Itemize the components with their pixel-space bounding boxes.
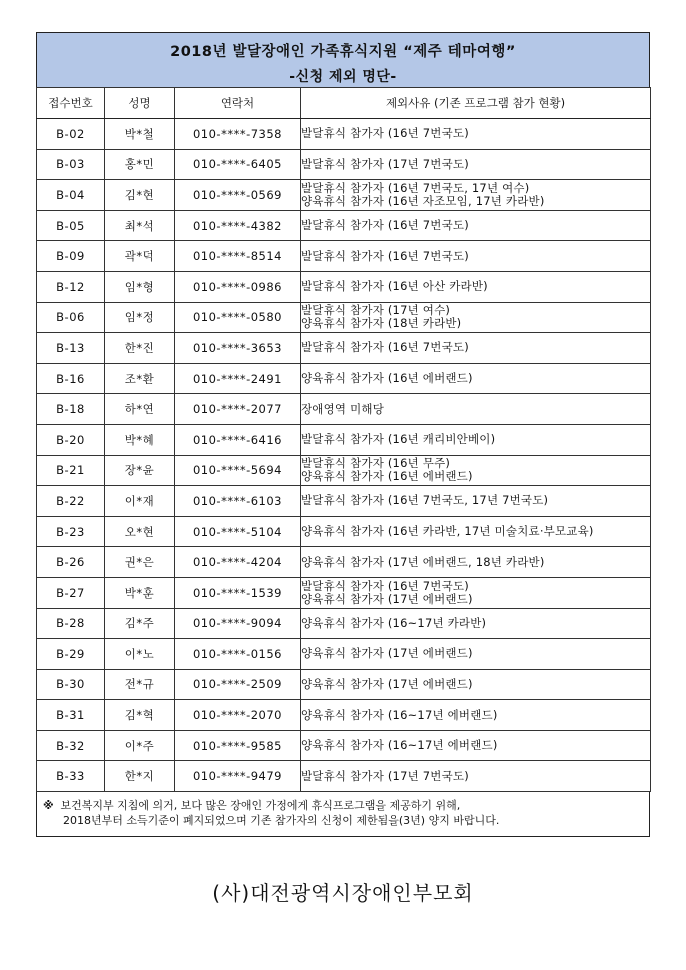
reason-cell — [301, 547, 651, 578]
receipt-no-cell: B-02 — [37, 119, 105, 150]
receipt-no-cell: B-22 — [37, 486, 105, 517]
contact-cell: 010-****-2491 — [175, 363, 301, 394]
name-cell: 홍*민 — [105, 149, 175, 180]
table-header-row — [37, 88, 651, 119]
name-cell: 임*정 — [105, 302, 175, 333]
receipt-no-cell: B-16 — [37, 363, 105, 394]
document-title: 2018년 발달장애인 가족휴식지원 “제주 테마여행” — [170, 44, 516, 60]
name-cell: 곽*덕 — [105, 241, 175, 272]
table-row — [37, 180, 651, 211]
name-cell: 이*재 — [105, 486, 175, 517]
reason-line: 발달휴식 참가자 (17년 7번국도) — [301, 768, 469, 783]
contact-cell: 010-****-6103 — [175, 486, 301, 517]
table-row — [37, 302, 651, 333]
reason-line: 발달휴식 참가자 (16년 7번국도) — [301, 248, 469, 263]
contact-cell: 010-****-0986 — [175, 271, 301, 302]
header-contact: 연락처 — [175, 88, 301, 119]
reason-line: 양육휴식 참가자 (18년 카라반) — [301, 316, 462, 331]
header-name: 성명 — [105, 88, 175, 119]
contact-cell: 010-****-9585 — [175, 730, 301, 761]
receipt-no-cell: B-30 — [37, 669, 105, 700]
reason-line: 양육휴식 참가자 (17년 에버랜드) — [301, 676, 473, 691]
reason-cell — [301, 577, 651, 608]
document-sheet — [36, 32, 650, 837]
reason-line: 발달휴식 참가자 (16년 7번국도, 17년 여수) — [301, 180, 530, 195]
contact-cell: 010-****-7358 — [175, 119, 301, 150]
reason-line: 발달휴식 참가자 (16년 7번국도) — [301, 578, 469, 593]
name-cell: 박*혜 — [105, 424, 175, 455]
note-line-1: 보건복지부 지침에 의거, 보다 많은 장애인 가정에게 휴식프로그램을 제공하기 위해, — [60, 799, 461, 813]
reason-line: 양육휴식 참가자 (17년 에버랜드) — [301, 646, 473, 661]
receipt-no-cell: B-09 — [37, 241, 105, 272]
header-receipt-no: 접수번호 — [37, 88, 105, 119]
reason-cell — [301, 608, 651, 639]
contact-cell: 010-****-6416 — [175, 424, 301, 455]
reason-line: 양육휴식 참가자 (17년 에버랜드) — [301, 591, 473, 606]
receipt-no-cell: B-18 — [37, 394, 105, 425]
receipt-no-cell: B-31 — [37, 700, 105, 731]
reason-line: 양육휴식 참가자 (16년 자조모임, 17년 카라반) — [301, 193, 545, 208]
table-row — [37, 700, 651, 731]
reason-cell — [301, 639, 651, 670]
contact-cell: 010-****-2077 — [175, 394, 301, 425]
reason-cell — [301, 669, 651, 700]
name-cell: 권*은 — [105, 547, 175, 578]
table-row — [37, 608, 651, 639]
receipt-no-cell: B-28 — [37, 608, 105, 639]
reason-line: 발달휴식 참가자 (16년 7번국도) — [301, 218, 469, 233]
table-row — [37, 363, 651, 394]
reason-line: 발달휴식 참가자 (17년 7번국도) — [301, 156, 469, 171]
reason-cell — [301, 761, 651, 792]
title-box — [36, 32, 650, 87]
reason-cell — [301, 700, 651, 731]
reason-line: 발달휴식 참가자 (16년 7번국도) — [301, 340, 469, 355]
contact-cell: 010-****-4204 — [175, 547, 301, 578]
name-cell: 임*형 — [105, 271, 175, 302]
table-row — [37, 486, 651, 517]
table-row — [37, 149, 651, 180]
reason-cell — [301, 394, 651, 425]
contact-cell: 010-****-6405 — [175, 149, 301, 180]
table-body — [37, 119, 651, 792]
table-row — [37, 455, 651, 486]
reason-cell — [301, 241, 651, 272]
name-cell: 오*현 — [105, 516, 175, 547]
receipt-no-cell: B-20 — [37, 424, 105, 455]
reason-line: 발달휴식 참가자 (16년 캐리비안베이) — [301, 432, 496, 447]
table-row — [37, 210, 651, 241]
reason-cell — [301, 486, 651, 517]
reason-line: 양육휴식 참가자 (16~17년 에버랜드) — [301, 707, 498, 722]
name-cell: 이*노 — [105, 639, 175, 670]
name-cell: 최*석 — [105, 210, 175, 241]
reason-line: 양육휴식 참가자 (16~17년 카라반) — [301, 615, 487, 630]
reason-cell — [301, 210, 651, 241]
receipt-no-cell: B-03 — [37, 149, 105, 180]
reason-line: 양육휴식 참가자 (16~17년 에버랜드) — [301, 738, 498, 753]
contact-cell: 010-****-5104 — [175, 516, 301, 547]
contact-cell: 010-****-2509 — [175, 669, 301, 700]
reason-cell — [301, 149, 651, 180]
header-reason: 제외사유 (기존 프로그램 참가 현황) — [301, 88, 651, 119]
name-cell: 김*현 — [105, 180, 175, 211]
receipt-no-cell: B-05 — [37, 210, 105, 241]
reason-cell — [301, 180, 651, 211]
reason-cell — [301, 516, 651, 547]
reason-cell — [301, 730, 651, 761]
note-mark: ※ — [43, 799, 54, 813]
reason-line: 발달휴식 참가자 (16년 7번국도) — [301, 126, 469, 141]
document-subtitle: -신청 제외 명단- — [289, 69, 397, 85]
receipt-no-cell: B-04 — [37, 180, 105, 211]
receipt-no-cell: B-33 — [37, 761, 105, 792]
table-row — [37, 761, 651, 792]
contact-cell: 010-****-0569 — [175, 180, 301, 211]
receipt-no-cell: B-29 — [37, 639, 105, 670]
reason-cell — [301, 333, 651, 364]
table-row — [37, 119, 651, 150]
reason-line: 양육휴식 참가자 (17년 에버랜드, 18년 카라반) — [301, 554, 545, 569]
reason-line: 발달휴식 참가자 (17년 여수) — [301, 303, 451, 318]
name-cell: 박*훈 — [105, 577, 175, 608]
name-cell: 한*지 — [105, 761, 175, 792]
contact-cell: 010-****-3653 — [175, 333, 301, 364]
table-row — [37, 394, 651, 425]
table-row — [37, 547, 651, 578]
table-row — [37, 639, 651, 670]
receipt-no-cell: B-32 — [37, 730, 105, 761]
name-cell: 박*철 — [105, 119, 175, 150]
receipt-no-cell: B-21 — [37, 455, 105, 486]
table-row — [37, 424, 651, 455]
contact-cell: 010-****-2070 — [175, 700, 301, 731]
reason-cell — [301, 119, 651, 150]
contact-cell: 010-****-4382 — [175, 210, 301, 241]
reason-line: 발달휴식 참가자 (16년 무주) — [301, 456, 451, 471]
reason-line: 양육휴식 참가자 (16년 에버랜드) — [301, 469, 473, 484]
contact-cell: 010-****-0580 — [175, 302, 301, 333]
reason-line: 양육휴식 참가자 (16년 에버랜드) — [301, 371, 473, 386]
table-row — [37, 730, 651, 761]
name-cell: 한*진 — [105, 333, 175, 364]
table-row — [37, 516, 651, 547]
name-cell: 조*환 — [105, 363, 175, 394]
name-cell: 전*규 — [105, 669, 175, 700]
contact-cell: 010-****-9479 — [175, 761, 301, 792]
name-cell: 장*윤 — [105, 455, 175, 486]
name-cell: 하*연 — [105, 394, 175, 425]
table-row — [37, 577, 651, 608]
note-box — [36, 792, 650, 837]
receipt-no-cell: B-23 — [37, 516, 105, 547]
table-row — [37, 241, 651, 272]
name-cell: 김*주 — [105, 608, 175, 639]
receipt-no-cell: B-26 — [37, 547, 105, 578]
contact-cell: 010-****-5694 — [175, 455, 301, 486]
reason-cell — [301, 424, 651, 455]
reason-cell — [301, 271, 651, 302]
organization-name: (사)대전광역시장애인부모회 — [212, 881, 474, 905]
reason-line: 장애영역 미해당 — [301, 401, 385, 416]
receipt-no-cell: B-06 — [37, 302, 105, 333]
name-cell: 김*혁 — [105, 700, 175, 731]
reason-line: 양육휴식 참가자 (16년 카라반, 17년 미술치료·부모교육) — [301, 524, 594, 539]
reason-line: 발달휴식 참가자 (16년 아산 카라반) — [301, 279, 488, 294]
receipt-no-cell: B-12 — [37, 271, 105, 302]
contact-cell: 010-****-0156 — [175, 639, 301, 670]
contact-cell: 010-****-9094 — [175, 608, 301, 639]
exclusion-table — [36, 87, 651, 792]
table-row — [37, 669, 651, 700]
contact-cell: 010-****-1539 — [175, 577, 301, 608]
reason-cell — [301, 302, 651, 333]
reason-line: 발달휴식 참가자 (16년 7번국도, 17년 7번국도) — [301, 493, 549, 508]
name-cell: 이*주 — [105, 730, 175, 761]
table-row — [37, 333, 651, 364]
reason-cell — [301, 455, 651, 486]
receipt-no-cell: B-13 — [37, 333, 105, 364]
table-row — [37, 271, 651, 302]
reason-cell — [301, 363, 651, 394]
receipt-no-cell: B-27 — [37, 577, 105, 608]
contact-cell: 010-****-8514 — [175, 241, 301, 272]
note-line-2: 2018년부터 소득기준이 폐지되었으며 기존 참가자의 신청이 제한됨을(3년) 양지 바랍니다. — [63, 814, 500, 828]
